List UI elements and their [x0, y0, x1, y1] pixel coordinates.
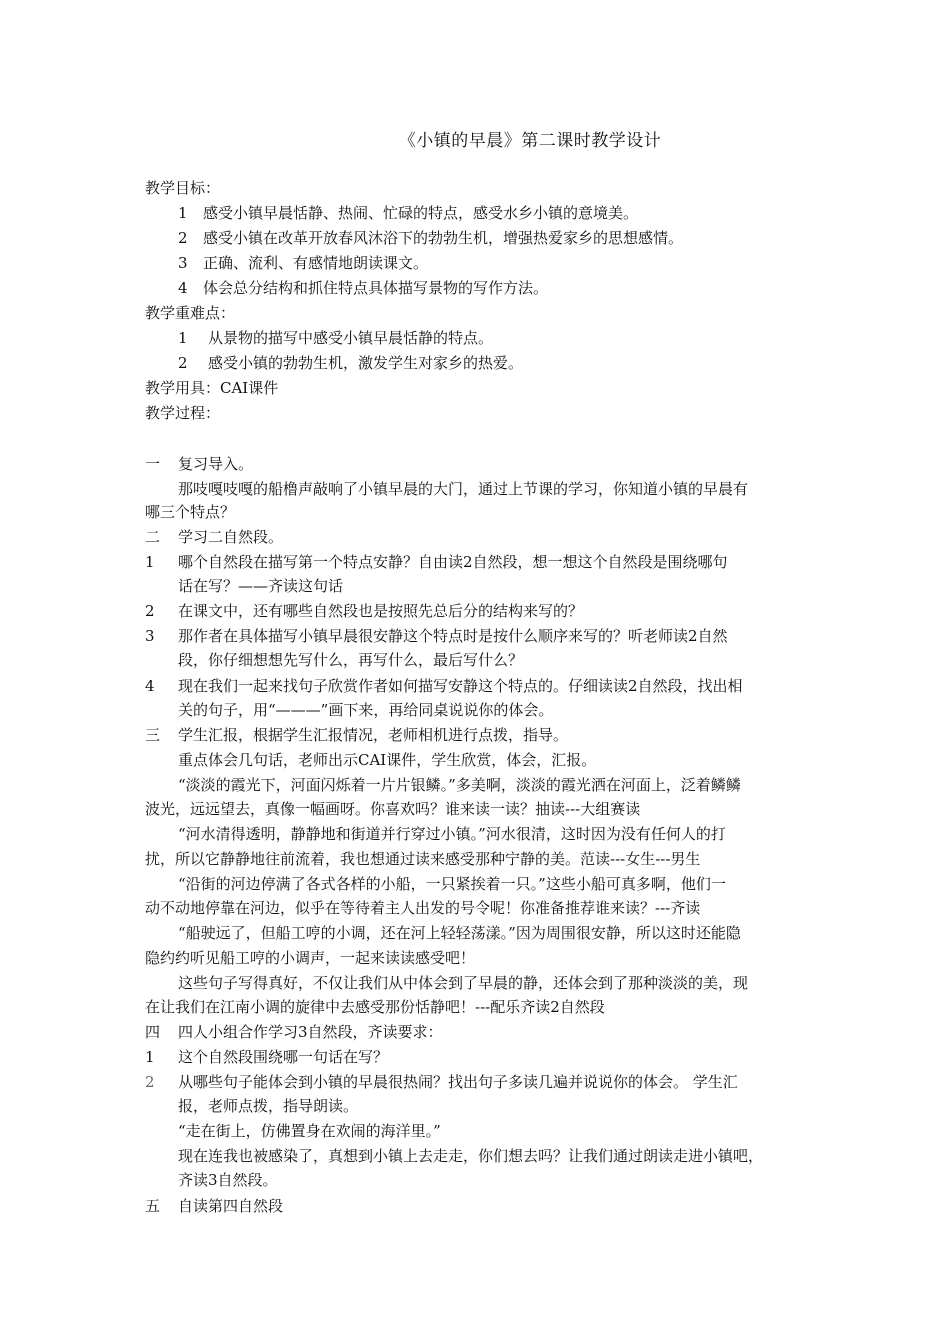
- key-points-heading: 教学重难点：: [145, 304, 236, 322]
- goals-heading: 教学目标：: [145, 179, 221, 197]
- paragraph-line: 隐约约听见船工哼的小调声，一起来读读感受吧！: [145, 949, 476, 967]
- paragraph-line: “河水清得透明，静静地和街道并行穿过小镇。”河水很清，这时因为没有任何人的打: [178, 825, 726, 843]
- list-text: 关的句子，用“———”画下来，再给同桌说说你的体会。: [178, 701, 554, 719]
- goal-number: 3: [178, 254, 188, 272]
- section-title: 学生汇报，根据学生汇报情况，老师相机进行点拨，指导。: [178, 726, 569, 744]
- list-number: 3: [145, 627, 155, 645]
- section-title: 复习导入。: [178, 455, 254, 473]
- paragraph-line: 重点体会几句话，老师出示CAI课件，学生欣赏，体会，汇报。: [178, 751, 597, 769]
- goal-number: 4: [178, 279, 188, 297]
- goal-text: 感受小镇早晨恬静、热闹、忙碌的特点，感受水乡小镇的意境美。: [203, 204, 639, 222]
- list-number: 1: [145, 1048, 155, 1066]
- paragraph-line: 波光，远远望去，真像一幅画呀。你喜欢吗？谁来读一读？抽读---大组赛读: [145, 800, 641, 818]
- section-title: 学习二自然段。: [178, 528, 284, 546]
- paragraph-line: 动不动地停靠在河边，似乎在等待着主人出发的号令呢！你准备推荐谁来读？---齐读: [145, 899, 701, 917]
- list-number: 4: [145, 677, 155, 695]
- quote-line: “走在街上，仿佛置身在欢闹的海洋里。”: [178, 1122, 441, 1140]
- key-point-number: 2: [178, 354, 188, 372]
- section-title: 四人小组合作学习3自然段，齐读要求：: [178, 1023, 443, 1041]
- list-text: 现在我们一起来找句子欣赏作者如何描写安静这个特点的。仔细读读2自然段，找出相: [178, 677, 743, 695]
- list-number: 1: [145, 553, 155, 571]
- paragraph-line: “淡淡的霞光下，河面闪烁着一片片银鳞。”多美啊，淡淡的霞光洒在河面上，泛着鳞鳞: [178, 776, 741, 794]
- paragraph-line: “船驶远了，但船工哼的小调，还在河上轻轻荡漾。”因为周围很安静，所以这时还能隐: [178, 924, 741, 942]
- list-text: 这个自然段围绕哪一句话在写？: [178, 1048, 389, 1066]
- paragraph-line: “沿街的河边停满了各式各样的小船，一只紧挨着一只。”这些小船可真多啊，他们一: [178, 875, 726, 893]
- goal-number: 2: [178, 229, 188, 247]
- page-title: 《小镇的早晨》第二课时教学设计: [398, 131, 662, 151]
- paragraph-line: 哪三个特点？: [145, 503, 236, 521]
- key-point-number: 1: [178, 329, 188, 347]
- list-text: 现在连我也被感染了，真想到小镇上去走走，你们想去吗？让我们通过朗读走进小镇吧，: [178, 1147, 764, 1165]
- section-number: 二: [145, 528, 161, 546]
- key-point-text: 从景物的描写中感受小镇早晨恬静的特点。: [208, 329, 494, 347]
- list-number: 2: [145, 1073, 155, 1091]
- list-text: 段，你仔细想想先写什么，再写什么，最后写什么？: [178, 651, 524, 669]
- section-number: 五: [145, 1197, 161, 1215]
- paragraph-line: 这些句子写得真好，不仅让我们从中体会到了早晨的静，还体会到了那种淡淡的美，现: [178, 974, 749, 992]
- list-text: 那作者在具体描写小镇早晨很安静这个特点时是按什么顺序来写的？听老师读2自然: [178, 627, 728, 645]
- list-text: 从哪些句子能体会到小镇的早晨很热闹？找出句子多读几遍并说说你的体会。 学生汇: [178, 1073, 738, 1091]
- goal-text: 正确、流利、有感情地朗读课文。: [203, 254, 429, 272]
- goal-text: 体会总分结构和抓住特点具体描写景物的写作方法。: [203, 279, 549, 297]
- list-text: 齐读3自然段。: [178, 1171, 278, 1189]
- goal-text: 感受小镇在改革开放春风沐浴下的勃勃生机，增强热爱家乡的思想感情。: [203, 229, 684, 247]
- section-title: 自读第四自然段: [178, 1197, 284, 1215]
- list-text: 在课文中，还有哪些自然段也是按照先总后分的结构来写的？: [178, 602, 584, 620]
- paragraph-line: 在让我们在江南小调的旋律中去感受那份恬静吧！---配乐齐读2自然段: [145, 998, 605, 1016]
- teaching-tools: 教学用具：CAI课件: [145, 379, 279, 397]
- section-number: 四: [145, 1023, 161, 1041]
- list-number: 2: [145, 602, 155, 620]
- section-number: 三: [145, 726, 161, 744]
- paragraph-line: 那吱嘎吱嘎的船橹声敲响了小镇早晨的大门，通过上节课的学习，你知道小镇的早晨有: [178, 480, 749, 498]
- list-text: 报，老师点拨，指导朗读。: [178, 1097, 359, 1115]
- paragraph-line: 扰，所以它静静地往前流着，我也想通过读来感受那种宁静的美。范读---女生---男生: [145, 850, 701, 868]
- goal-number: 1: [178, 204, 188, 222]
- key-point-text: 感受小镇的勃勃生机，激发学生对家乡的热爱。: [208, 354, 524, 372]
- process-heading: 教学过程：: [145, 404, 221, 422]
- list-text: 话在写？——齐读这句话: [178, 577, 344, 595]
- section-number: 一: [145, 455, 161, 473]
- list-text: 哪个自然段在描写第一个特点安静？自由读2自然段，想一想这个自然段是围绕哪句: [178, 553, 728, 571]
